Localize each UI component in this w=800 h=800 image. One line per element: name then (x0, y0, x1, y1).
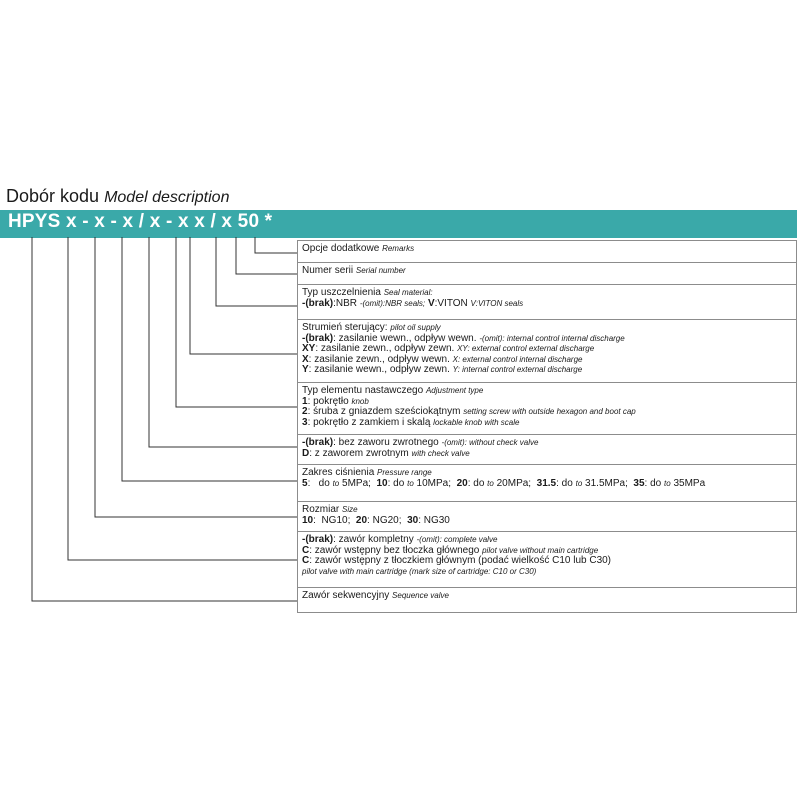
row-seal: Typ uszczelnienia Seal material: -(brak):NBR -(omit):NBR seals; V:VITON V:VITON seals (298, 285, 796, 320)
model-code: HPYS x - x - x / x - x x / x 50 * (8, 211, 273, 232)
connector-sequence (32, 237, 297, 601)
row-pilot: Strumień sterujący: pilot oil supply -(brak): zasilanie wewn., odpływ wewn. -(omit): internal control internal discharge XY: zasilanie zewn., odpływ zewn. XY: external control external discharge X: zasilanie zewn., odpływ wewn. X: external control internal discharge Y: zasilanie wewn., odpływ zewn. Y: internal control external discharge (298, 320, 796, 383)
connector-cartridge (68, 237, 297, 560)
title-pl: Dobór kodu (6, 186, 100, 206)
title-en: Model description (104, 189, 230, 206)
connector-seal (216, 237, 297, 306)
description-table (297, 240, 797, 613)
row-pressure: Zakres ciśnienia Pressure range 5: do to 5MPa; 10: do to 10MPa; 20: do to 20MPa; 31.5: do to 31.5MPa; 35: do to 35MPa (298, 465, 796, 502)
connector-remarks (255, 237, 297, 253)
row-size: Rozmiar Size 10: NG10; 20: NG20; 30: NG30 (298, 502, 796, 532)
row-serial: Numer serii Serial number (298, 263, 796, 285)
connector-pilot (190, 237, 297, 354)
row-cartridge: -(brak): zawór kompletny -(omit): complete valve C: zawór wstępny bez tłoczka głównego pilot valve without main cartridge C: zawór wstępny z tłoczkiem głównym (podać wielkość C10 lub C30) pilot valve with main cartridge (mark size of cartridge: C10 or C30) (298, 532, 796, 588)
connector-size (95, 237, 297, 517)
row-check: -(brak): bez zaworu zwrotnego -(omit): without check valve D: z zaworem zwrotnym with check valve (298, 435, 796, 465)
connector-serial (236, 237, 297, 274)
row-remarks: Opcje dodatkowe Remarks (298, 241, 796, 263)
row-sequence: Zawór sekwencyjny Sequence valve (302, 590, 449, 601)
connector-check (149, 237, 297, 447)
row-adjust: Typ elementu nastawczego Adjustment type 1: pokrętło knob 2: śruba z gniazdem sześciokątnym setting screw with outside hexagon and boot cap 3: pokrętło z zamkiem i skalą lockable knob with scale (298, 383, 796, 435)
